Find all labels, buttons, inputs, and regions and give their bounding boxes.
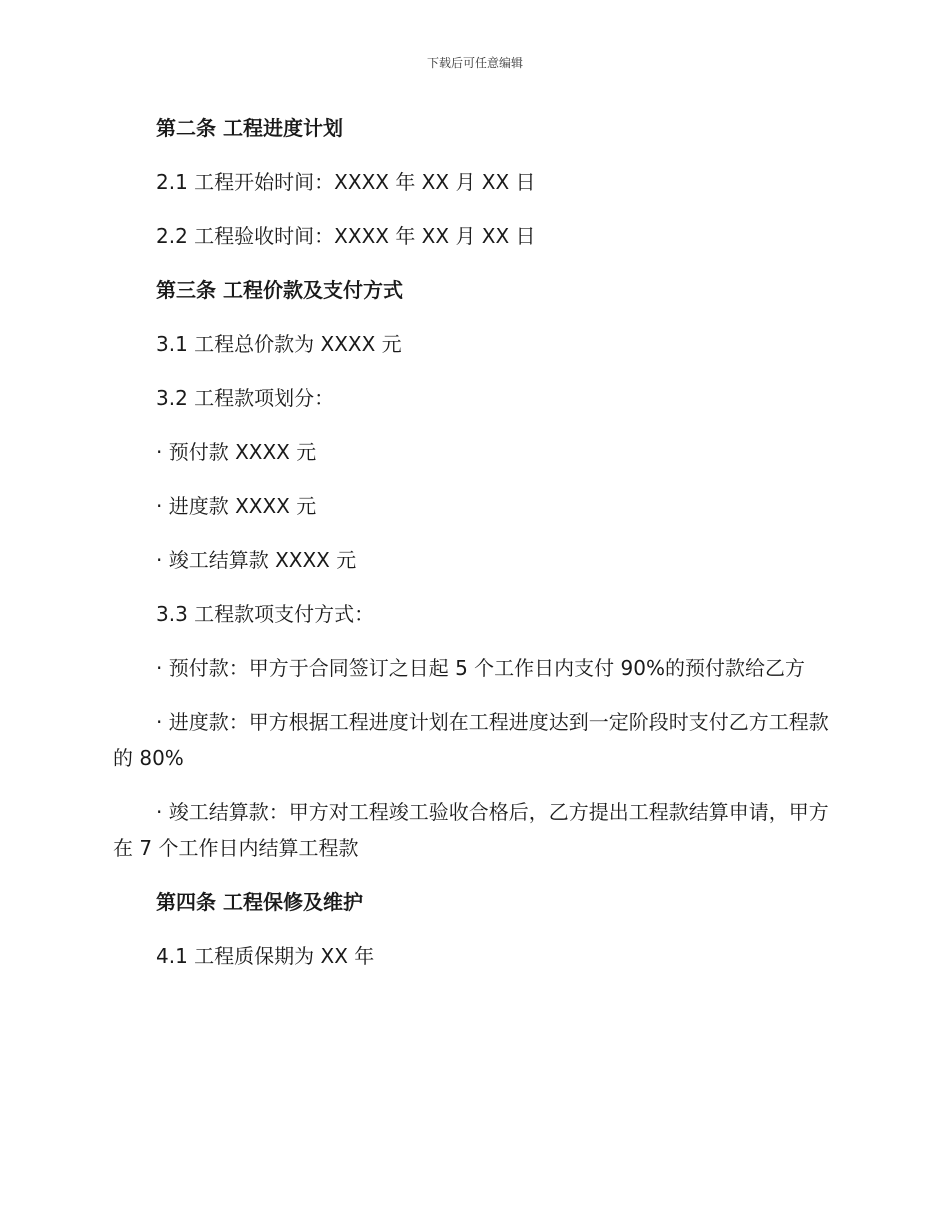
item-3-1: 3.1 工程总价款为 XXXX 元 — [156, 332, 402, 356]
bullet-settlement-payment: · 竣工结算款：甲方对工程竣工验收合格后，乙方提出工程款结算申请，甲方在 7 个工作日内结算工程款 — [113, 800, 829, 860]
bullet-progress-amount: · 进度款 XXXX 元 — [156, 494, 317, 518]
article-4-title: 第四条 工程保修及维护 — [156, 890, 363, 914]
page-header: 下载后可任意编辑 — [426, 56, 523, 70]
article-3-title: 第三条 工程价款及支付方式 — [156, 278, 403, 302]
bullet-advance-payment: · 预付款：甲方于合同签订之日起 5 个工作日内支付 90%的预付款给乙方 — [156, 656, 805, 680]
item-2-2: 2.2 工程验收时间：XXXX 年 XX 月 XX 日 — [156, 224, 536, 248]
item-2-1: 2.1 工程开始时间：XXXX 年 XX 月 XX 日 — [156, 170, 536, 194]
document-body — [113, 110, 833, 974]
article-2-title: 第二条 工程进度计划 — [156, 116, 343, 140]
item-3-2: 3.2 工程款项划分： — [156, 386, 335, 410]
item-3-3: 3.3 工程款项支付方式： — [156, 602, 375, 626]
bullet-advance-amount: · 预付款 XXXX 元 — [156, 440, 317, 464]
bullet-settlement-amount: · 竣工结算款 XXXX 元 — [156, 548, 357, 572]
bullet-progress-payment: · 进度款：甲方根据工程进度计划在工程进度达到一定阶段时支付乙方工程款的 80% — [113, 710, 829, 770]
item-4-1: 4.1 工程质保期为 XX 年 — [156, 944, 375, 968]
